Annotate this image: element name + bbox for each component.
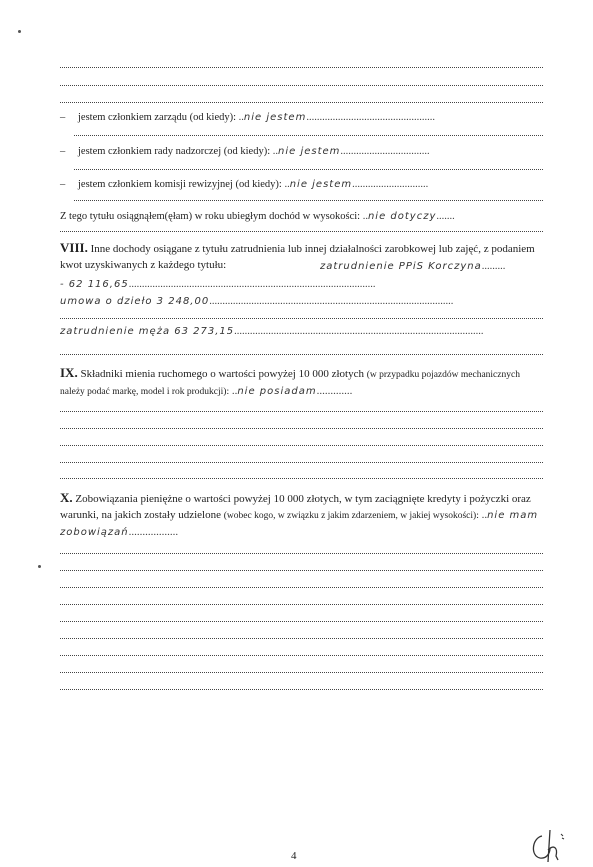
section-viii-answer-3: umowa o dzieło 3 248,00............................................................................................. — [60, 296, 454, 307]
supervisory-member-value: nie jestem — [278, 146, 341, 157]
stray-mark — [18, 30, 21, 33]
section-x-answer: nie mam zobowiązań — [60, 510, 539, 538]
blank-line — [60, 411, 543, 412]
section-viii-number: VIII. — [60, 240, 88, 255]
audit-member-value: nie jestem — [289, 179, 353, 190]
blank-line — [60, 102, 543, 103]
blank-line — [60, 231, 543, 232]
blank-line — [60, 604, 543, 605]
blank-line — [60, 354, 543, 355]
blank-line — [60, 462, 543, 463]
section-ix-note: (w przypadku pojazdów mechanicznych należy podać markę, model i rok produkcji): — [60, 370, 520, 397]
section-x-note: (wobec kogo, w związku z jakim zdarzeniem, w jakiej wysokości): — [223, 511, 479, 521]
section-x-number: X. — [60, 490, 73, 505]
blank-line — [60, 428, 543, 429]
supervisory-member-line: – jestem członkiem rady nadzorczej (od kiedy): ..nie jestem.................................. — [60, 146, 430, 157]
audit-member-label: jestem członkiem komisji rewizyjnej (od kiedy): — [78, 179, 282, 190]
blank-line — [60, 318, 543, 319]
section-viii-answer-2-text: - 62 116,65 — [60, 279, 129, 290]
blank-line — [60, 67, 543, 68]
blank-line — [60, 672, 543, 673]
blank-line — [74, 169, 543, 170]
page-number: 4 — [291, 850, 297, 862]
board-member-line: – jestem członkiem zarządu (od kiedy): ..nie jestem................................................. — [60, 112, 435, 123]
audit-member-line: – jestem członkiem komisji rewizyjnej (od kiedy): ..nie jestem............................. — [60, 179, 429, 190]
board-member-value: nie jestem — [243, 112, 307, 123]
section-viii-answer-1: zatrudnienie PPiS Korczyna......... — [320, 261, 506, 272]
blank-line — [60, 621, 543, 622]
income-line: Z tego tytułu osiągnąłem(ęłam) w roku ubiegłym dochód w wysokości: ..nie dotyczy....... — [60, 211, 455, 222]
blank-line — [60, 445, 543, 446]
blank-line — [60, 638, 543, 639]
stray-mark — [38, 565, 41, 568]
section-ix-text: IX. Składniki mienia ruchomego o wartości powyżej 10 000 złotych (w przypadku pojazdów mechanicznych należy podać markę, model i rok produkcji): ..nie posiadam............. — [60, 365, 520, 397]
section-x-text: X. Zobowiązania pieniężne o wartości powyżej 10 000 złotych, w tym zaciągnięte kredyty i pożyczki oraz warunki, na jakich zostały udzielone (wobec kogo, w związku z jakim zdarzeniem, w jakiej wysokości): ..nie mam zobowiązań.................. — [60, 490, 539, 538]
section-ix-description: Składniki mienia ruchomego o wartości powyżej 10 000 złotych — [80, 368, 364, 380]
blank-line — [60, 478, 543, 479]
blank-line — [60, 689, 543, 690]
section-viii-answer-3-text: umowa o dzieło 3 248,00 — [60, 296, 210, 307]
income-value: nie dotyczy — [367, 211, 437, 222]
section-viii-answer-1-text: zatrudnienie PPiS Korczyna — [320, 261, 482, 272]
section-viii-description: Inne dochody osiągane z tytułu zatrudnienia lub innej działalności zarobkowej lub zajęć, z podaniem kwot uzyskiwanych z każdego tytułu: — [60, 243, 535, 271]
income-label: Z tego tytułu osiągnąłem(ęłam) w roku ubiegłym dochód w wysokości: — [60, 211, 361, 222]
blank-line — [60, 655, 543, 656]
blank-line — [74, 200, 543, 201]
supervisory-member-label: jestem członkiem rady nadzorczej (od kiedy): — [78, 146, 271, 157]
section-viii-answer-4: zatrudnienie męża 63 273,15............................................................................................... — [60, 326, 484, 337]
blank-line — [60, 85, 543, 86]
blank-line — [60, 553, 543, 554]
signature-initials — [528, 826, 570, 864]
blank-line — [60, 570, 543, 571]
blank-line — [74, 135, 543, 136]
board-member-label: jestem członkiem zarządu (od kiedy): — [78, 112, 237, 123]
section-x-description: Zobowiązania pieniężne o wartości powyżej 10 000 złotych, w tym zaciągnięte kredyty i pożyczki oraz warunki, na jakich zostały udzielone — [60, 493, 531, 521]
blank-line — [60, 587, 543, 588]
section-viii-answer-4-text: zatrudnienie męża 63 273,15 — [60, 326, 235, 337]
section-viii-answer-2: - 62 116,65.............................................................................................. — [60, 279, 376, 290]
section-ix-answer: nie posiadam — [237, 386, 317, 397]
section-ix-number: IX. — [60, 365, 78, 380]
